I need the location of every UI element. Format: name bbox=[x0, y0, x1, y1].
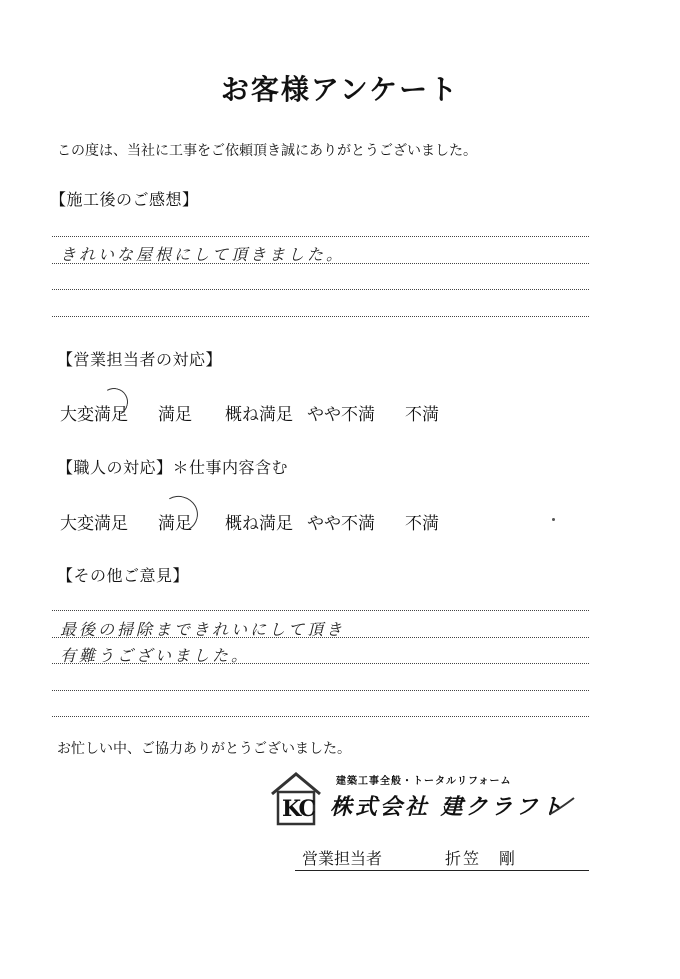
intro-text: この度は、当社に工事をご依頼頂き誠にありがとうございました。 bbox=[57, 143, 477, 159]
craftsman-option-mostly-satisfied: 概ね満足 bbox=[225, 514, 293, 534]
craftsman-option-very-satisfied: 大変満足 bbox=[60, 514, 128, 534]
sales-option-mostly-satisfied: 概ね満足 bbox=[225, 405, 293, 425]
answer-line bbox=[52, 316, 589, 317]
impressions-handwritten-answer: きれいな屋根にして頂きました。 bbox=[60, 245, 346, 264]
answer-line bbox=[52, 236, 589, 237]
craftsman-option-dissatisfied: 不満 bbox=[405, 514, 439, 534]
answer-line bbox=[52, 289, 589, 290]
scan-speck bbox=[552, 518, 555, 521]
craftsman-option-satisfied: 満足 bbox=[158, 514, 192, 534]
logo-swoosh-icon bbox=[548, 796, 576, 818]
answer-line bbox=[52, 263, 589, 264]
sales-option-satisfied: 満足 bbox=[158, 405, 192, 425]
impressions-heading: 【施工後のご感想】 bbox=[50, 190, 199, 209]
other-opinions-heading: 【その他ご意見】 bbox=[57, 566, 190, 585]
other-opinions-handwritten-line2: 有難うございました。 bbox=[60, 646, 251, 665]
sales-option-very-satisfied: 大変満足 bbox=[60, 405, 128, 425]
sales-response-heading: 【営業担当者の対応】 bbox=[57, 350, 223, 369]
signature-name: 折笠 剛 bbox=[445, 849, 518, 868]
answer-line bbox=[52, 610, 589, 611]
closing-text: お忙しい中、ご協力ありがとうございました。 bbox=[57, 741, 351, 757]
sales-option-dissatisfied: 不満 bbox=[405, 405, 439, 425]
answer-line bbox=[52, 690, 589, 691]
other-opinions-handwritten-line1: 最後の掃除まできれいにして頂き bbox=[60, 620, 346, 639]
company-name: 株式会社 建クラフト bbox=[330, 795, 566, 820]
logo-letters: KC bbox=[282, 796, 315, 822]
page-title: お客様アンケート bbox=[220, 73, 460, 106]
sales-option-somewhat-dissatisfied: やや不満 bbox=[307, 405, 375, 425]
craftsman-response-heading: 【職人の対応】＊仕事内容含む bbox=[57, 458, 289, 477]
craftsman-option-somewhat-dissatisfied: やや不満 bbox=[307, 514, 375, 534]
signature-label: 営業担当者 bbox=[302, 849, 383, 868]
company-logo bbox=[268, 768, 324, 828]
company-tagline: 建築工事全般・トータルリフォーム bbox=[336, 776, 512, 787]
answer-line bbox=[52, 716, 589, 717]
signature-underline bbox=[295, 870, 589, 871]
